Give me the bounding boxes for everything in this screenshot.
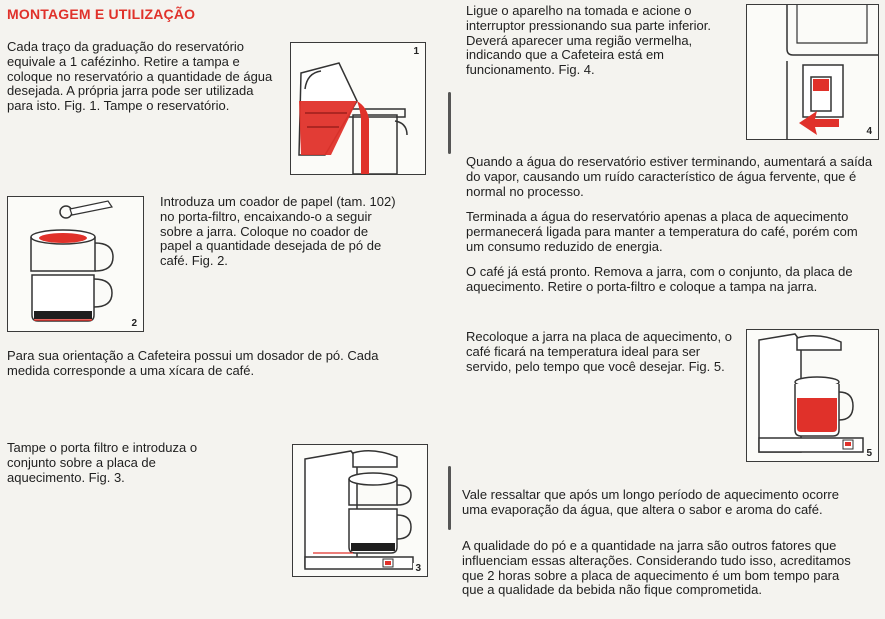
figure-4-power-switch — [746, 4, 879, 140]
paragraph-assemble: Tampe o porta filtro e introduza o conjunto sobre a placa de aquecimento. Fig. 3. — [7, 440, 198, 485]
paragraph-measure: Para sua orientação a Cafeteira possui um dosador de pó. Cada medida corresponde a uma xícara de café. — [7, 348, 379, 378]
paragraph-heating-plate: Terminada a água do reservatório apenas a placa de aquecimento permanecerá ligada para manter a temperatura do café, porém com um consumo reduzido de energia. — [466, 209, 858, 254]
coffee-maker-illustration — [293, 445, 427, 576]
figure-number: 1 — [413, 46, 419, 57]
coffee-maker-heating-illustration — [747, 330, 878, 461]
page-fold-mark — [448, 466, 451, 530]
paragraph-evaporation: Vale ressaltar que após um longo período de aquecimento ocorre uma evaporação da água, que altera o sabor e aroma do café. — [462, 487, 839, 517]
paragraph-steam: Quando a água do reservatório estiver terminando, aumentará a saída do vapor, causando um ruído característico de água fervente, que é normal no processo. — [466, 154, 873, 199]
filter-holder-illustration — [8, 197, 143, 331]
figure-number: 5 — [866, 448, 872, 459]
paragraph-quality: A qualidade do pó e a quantidade na jarra são outros fatores que influenciam essas alterações. Considerando tudo isso, acreditamos que 2 horas sobre a placa de aquecimento é um bom tempo para que a qualidade da bebida não fique comprometida. — [462, 538, 851, 598]
paragraph-replace-jug: Recoloque a jarra na placa de aquecimento, o café ficará na temperatura ideal para ser servido, pelo tempo que você desejar. Fig. 5. — [466, 329, 732, 374]
jug-pouring-illustration — [291, 43, 425, 174]
page-fold-mark — [448, 92, 451, 154]
figure-5-coffee-maker-heating — [746, 329, 879, 462]
paragraph-filter: Introduza um coador de papel (tam. 102) no porta-filtro, encaixando-o a seguir sobre a jarra. Coloque no coador de papel a quantidade desejada de pó de café. Fig. 2. — [160, 194, 396, 269]
figure-number: 3 — [415, 563, 421, 574]
figure-3-coffee-maker — [292, 444, 428, 577]
paragraph-reservoir: Cada traço da graduação do reservatório equivale a 1 cafézinho. Retire a tampa e coloque no reservatório a quantidade de água desejada. A própria jarra pode ser utilizada para isto. Fig. 1. Tampe o reservatório. — [7, 39, 273, 114]
paragraph-power-on: Ligue o aparelho na tomada e acione o interruptor pressionando sua parte inferior. Deverá aparecer uma região vermelha, indicando que a Cafeteira está em funcionamento. Fig. 4. — [466, 3, 711, 78]
section-heading: MONTAGEM E UTILIZAÇÃO — [7, 6, 196, 22]
figure-number: 4 — [866, 126, 872, 137]
paragraph-coffee-ready: O café já está pronto. Remova a jarra, com o conjunto, da placa de aquecimento. Retire o porta-filtro e coloque a tampa na jarra. — [466, 264, 853, 294]
power-switch-illustration — [747, 5, 878, 139]
figure-1-pour-water — [290, 42, 426, 175]
figure-2-filter-holder — [7, 196, 144, 332]
figure-number: 2 — [131, 318, 137, 329]
